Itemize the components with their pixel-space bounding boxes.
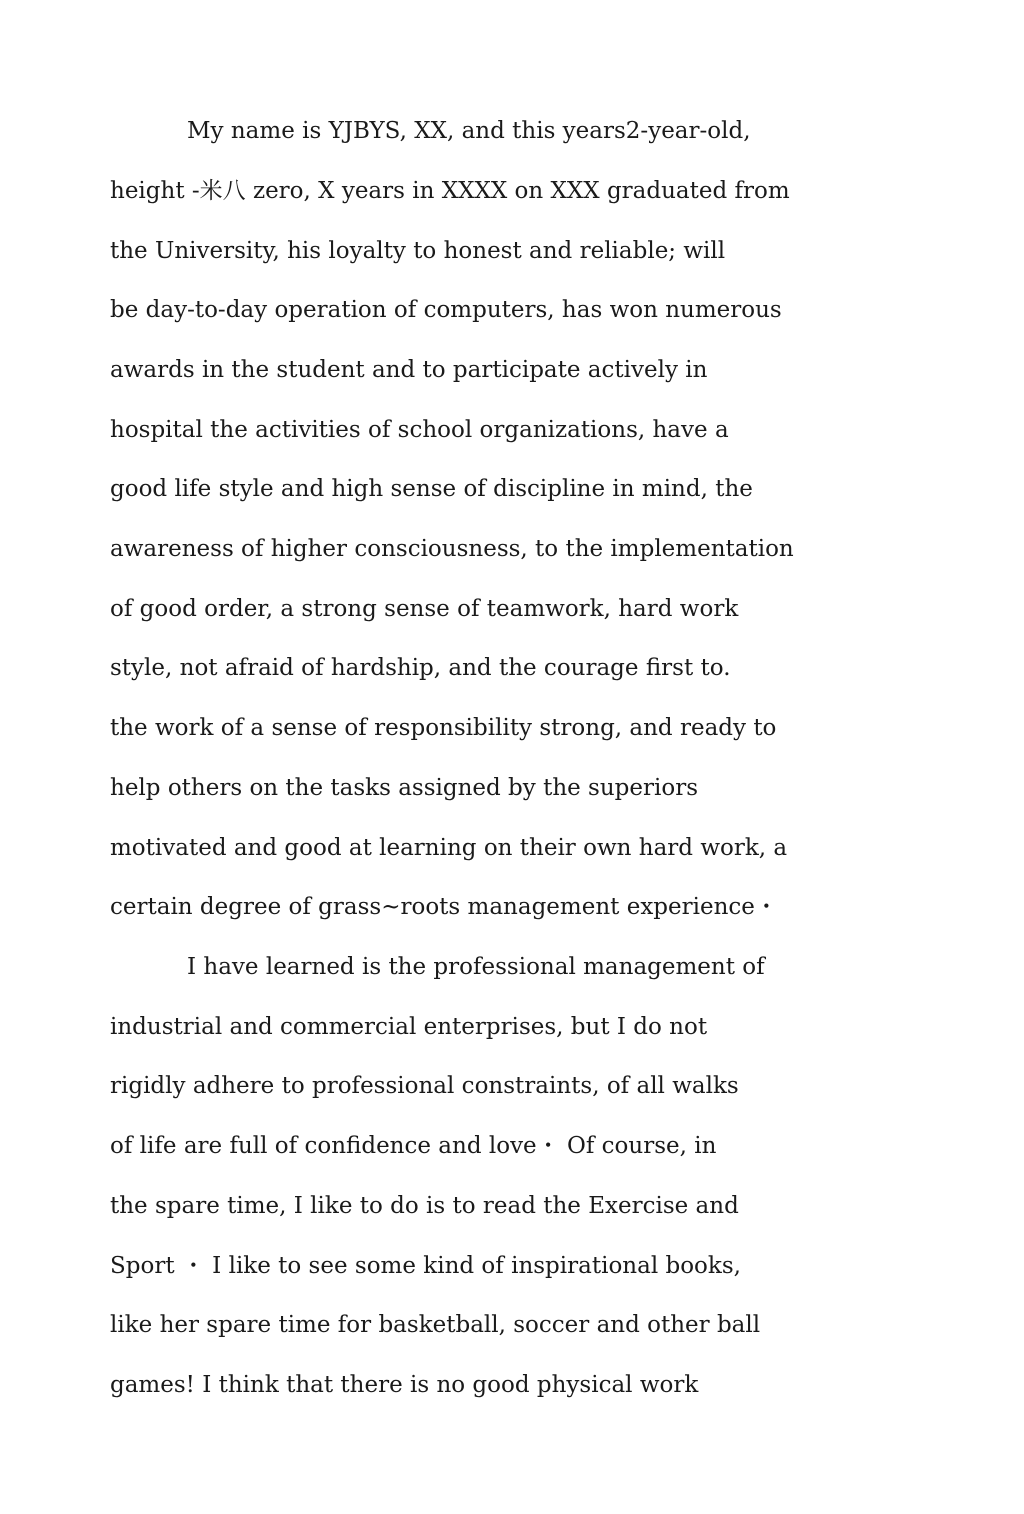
text-line: the University, his loyalty to honest and reliable; will (110, 238, 726, 264)
text-line: I have learned is the professional management of (187, 954, 765, 980)
text-line: the spare time, I like to do is to read the Exercise and (110, 1193, 739, 1219)
text-line: height -米八 zero, X years in XXXX on XXX graduated from (110, 178, 790, 204)
text-line: motivated and good at learning on their own hard work, a (110, 835, 788, 861)
text-line: the work of a sense of responsibility strong, and ready to (110, 715, 777, 741)
text-line: of good order, a strong sense of teamwork, hard work (110, 596, 739, 622)
text-line: games! I think that there is no good physical work (110, 1372, 699, 1398)
text-line: certain degree of grass~roots management experience・ (110, 894, 778, 920)
text-line: good life style and high sense of discipline in mind, the (110, 476, 753, 502)
text-line: of life are full of confidence and love・ Of course, in (110, 1133, 717, 1159)
text-line: be day-to-day operation of computers, has won numerous (110, 297, 782, 323)
text-line: help others on the tasks assigned by the superiors (110, 775, 699, 801)
text-line: style, not afraid of hardship, and the courage first to. (110, 655, 731, 681)
text-line: like her spare time for basketball, soccer and other ball (110, 1312, 761, 1338)
text-line: awards in the student and to participate actively in (110, 357, 708, 383)
text-line: hospital the activities of school organizations, have a (110, 417, 729, 443)
text-line: My name is YJBYS, XX, and this years2-year-old, (187, 118, 751, 144)
text-line: Sport ・ I like to see some kind of inspirational books, (110, 1253, 741, 1279)
text-line: rigidly adhere to professional constraints, of all walks (110, 1073, 739, 1099)
text-line: industrial and commercial enterprises, but I do not (110, 1014, 708, 1040)
text-line: awareness of higher consciousness, to the implementation (110, 536, 794, 562)
